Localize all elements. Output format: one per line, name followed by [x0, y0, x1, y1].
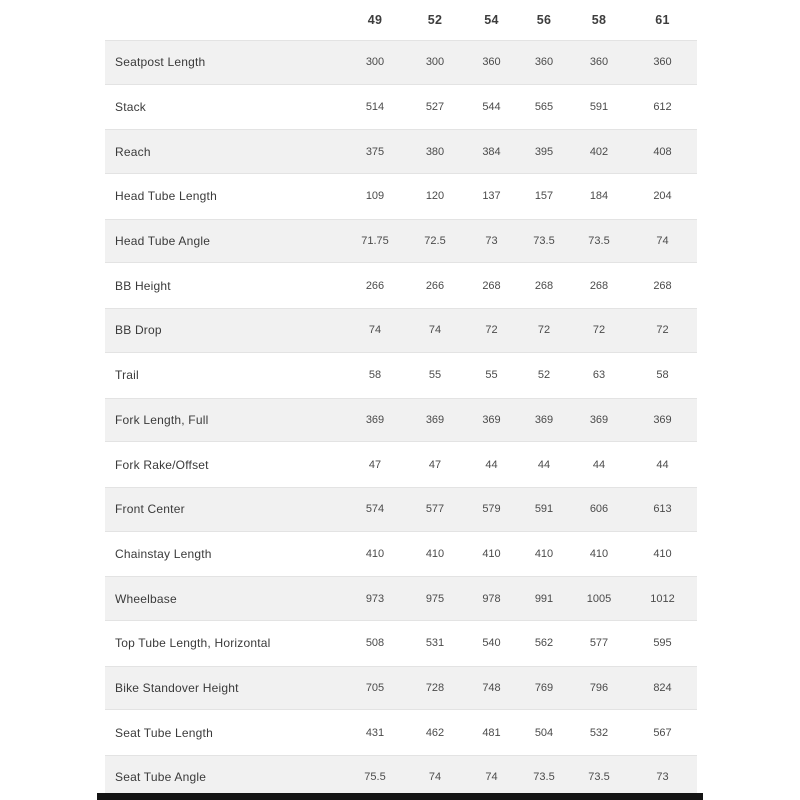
row-value-cell: 613	[653, 503, 672, 516]
row-label: BB Drop	[115, 323, 162, 338]
row-value-cell: 532	[589, 726, 609, 739]
row-value-cell: 360	[589, 56, 609, 69]
row-value-cell: 52	[537, 369, 551, 382]
row-value-cell: 75.5	[364, 771, 386, 784]
row-value-cell: 410	[653, 547, 672, 560]
table-row	[105, 666, 697, 711]
row-value-cell: 137	[482, 190, 501, 203]
row-label: Bike Standover Height	[115, 680, 239, 695]
table-row	[105, 353, 697, 398]
row-value-cell: 369	[653, 413, 672, 426]
row-value-cell: 565	[534, 101, 554, 114]
row-value-cell: 44	[592, 458, 606, 471]
row-label: Seatpost Length	[115, 55, 206, 70]
row-value-cell: 531	[425, 637, 445, 650]
row-value-cell: 796	[589, 681, 609, 694]
row-value-cell: 73.5	[588, 235, 610, 248]
row-value-cell: 109	[365, 190, 385, 203]
row-value-cell: 577	[425, 503, 445, 516]
row-label: Front Center	[115, 502, 185, 517]
row-value-cell: 595	[653, 637, 672, 650]
row-value-cell: 268	[653, 279, 672, 292]
row-label: Seat Tube Angle	[115, 770, 207, 785]
row-value-cell: 748	[482, 681, 501, 694]
row-value-cell: 1012	[650, 592, 675, 605]
row-value-cell: 410	[482, 547, 501, 560]
row-value-cell: 72	[656, 324, 669, 337]
row-label: Top Tube Length, Horizontal	[115, 636, 271, 651]
row-value-cell: 72	[485, 324, 498, 337]
row-value-cell: 58	[368, 369, 382, 382]
row-label: Chainstay Length	[115, 546, 212, 561]
row-value-cell: 410	[534, 547, 554, 560]
table-row	[105, 129, 697, 174]
row-value-cell: 579	[482, 503, 501, 516]
row-value-cell: 395	[534, 145, 554, 158]
row-value-cell: 47	[428, 458, 442, 471]
table-row	[105, 263, 697, 308]
row-value-cell: 978	[482, 592, 501, 605]
row-value-cell: 402	[589, 145, 609, 158]
row-value-cell: 55	[485, 369, 498, 382]
row-value-cell: 266	[365, 279, 385, 292]
row-value-cell: 369	[589, 413, 609, 426]
row-label: BB Height	[115, 278, 171, 293]
row-value-cell: 769	[534, 681, 554, 694]
bottom-divider	[97, 793, 703, 800]
table-row	[105, 442, 697, 487]
geometry-table	[105, 0, 697, 800]
table-row	[105, 219, 697, 264]
row-value-cell: 504	[534, 726, 554, 739]
row-value-cell: 268	[482, 279, 501, 292]
size-column-header: 61	[655, 13, 670, 27]
row-value-cell: 360	[534, 56, 554, 69]
row-label: Head Tube Length	[115, 189, 217, 204]
table-row	[105, 85, 697, 130]
row-value-cell: 540	[482, 637, 501, 650]
row-value-cell: 514	[365, 101, 385, 114]
row-value-cell: 74	[428, 771, 442, 784]
row-value-cell: 74	[368, 324, 382, 337]
row-value-cell: 574	[365, 503, 385, 516]
row-value-cell: 369	[534, 413, 554, 426]
row-label: Seat Tube Length	[115, 725, 213, 740]
row-value-cell: 508	[365, 637, 385, 650]
row-value-cell: 1005	[586, 592, 612, 605]
row-value-cell: 44	[485, 458, 498, 471]
row-value-cell: 975	[425, 592, 445, 605]
row-value-cell: 410	[589, 547, 609, 560]
row-value-cell: 991	[534, 592, 554, 605]
size-column-header: 49	[367, 13, 383, 27]
row-value-cell: 72	[537, 324, 551, 337]
row-value-cell: 544	[482, 101, 501, 114]
row-value-cell: 360	[482, 56, 501, 69]
table-row	[105, 174, 697, 219]
row-value-cell: 73	[485, 235, 498, 248]
row-value-cell: 204	[653, 190, 672, 203]
row-value-cell: 527	[425, 101, 445, 114]
row-value-cell: 728	[425, 681, 445, 694]
table-row	[105, 40, 697, 85]
row-label: Trail	[115, 368, 139, 383]
row-value-cell: 157	[534, 190, 554, 203]
row-value-cell: 360	[653, 56, 672, 69]
row-value-cell: 410	[425, 547, 445, 560]
row-value-cell: 591	[589, 101, 609, 114]
row-value-cell: 300	[425, 56, 445, 69]
row-value-cell: 369	[425, 413, 445, 426]
row-value-cell: 266	[425, 279, 445, 292]
row-value-cell: 431	[365, 726, 385, 739]
row-label: Fork Length, Full	[115, 412, 209, 427]
row-value-cell: 380	[425, 145, 445, 158]
table-row	[105, 576, 697, 621]
table-row	[105, 532, 697, 577]
row-value-cell: 120	[425, 190, 445, 203]
row-value-cell: 481	[482, 726, 501, 739]
row-value-cell: 74	[656, 235, 669, 248]
row-value-cell: 47	[368, 458, 382, 471]
row-value-cell: 73.5	[588, 771, 610, 784]
geometry-table-body	[105, 40, 697, 800]
row-value-cell: 268	[589, 279, 609, 292]
row-value-cell: 71.75	[361, 235, 389, 248]
size-header-row	[105, 0, 697, 40]
row-value-cell: 184	[589, 190, 609, 203]
row-value-cell: 74	[428, 324, 442, 337]
size-column-header: 54	[484, 13, 499, 27]
row-value-cell: 63	[592, 369, 606, 382]
row-value-cell: 44	[656, 458, 669, 471]
table-row	[105, 487, 697, 532]
row-value-cell: 973	[365, 592, 385, 605]
row-value-cell: 44	[537, 458, 551, 471]
row-value-cell: 72	[592, 324, 606, 337]
row-value-cell: 73.5	[533, 771, 555, 784]
row-label: Wheelbase	[115, 591, 177, 606]
row-value-cell: 567	[653, 726, 672, 739]
size-column-header: 52	[427, 13, 443, 27]
row-value-cell: 577	[589, 637, 609, 650]
row-label: Fork Rake/Offset	[115, 457, 209, 472]
table-row	[105, 710, 697, 755]
row-value-cell: 300	[365, 56, 385, 69]
row-value-cell: 58	[656, 369, 669, 382]
row-value-cell: 824	[653, 681, 672, 694]
row-value-cell: 462	[425, 726, 445, 739]
row-label: Reach	[115, 144, 151, 159]
row-value-cell: 612	[653, 101, 672, 114]
row-value-cell: 55	[428, 369, 442, 382]
row-value-cell: 73.5	[533, 235, 555, 248]
table-row	[105, 621, 697, 666]
row-label: Stack	[115, 100, 147, 115]
size-column-header: 58	[591, 13, 607, 27]
table-row	[105, 398, 697, 443]
row-value-cell: 384	[482, 145, 501, 158]
size-column-header: 56	[536, 13, 552, 27]
row-value-cell: 73	[656, 771, 669, 784]
row-value-cell: 72.5	[424, 235, 446, 248]
row-value-cell: 369	[482, 413, 501, 426]
row-value-cell: 591	[534, 503, 554, 516]
row-value-cell: 410	[365, 547, 385, 560]
row-value-cell: 705	[365, 681, 385, 694]
row-value-cell: 369	[365, 413, 385, 426]
row-value-cell: 74	[485, 771, 498, 784]
row-label: Head Tube Angle	[115, 234, 211, 249]
table-row	[105, 308, 697, 353]
row-value-cell: 606	[589, 503, 609, 516]
row-value-cell: 375	[365, 145, 385, 158]
row-value-cell: 268	[534, 279, 554, 292]
row-value-cell: 562	[534, 637, 554, 650]
row-value-cell: 408	[653, 145, 672, 158]
